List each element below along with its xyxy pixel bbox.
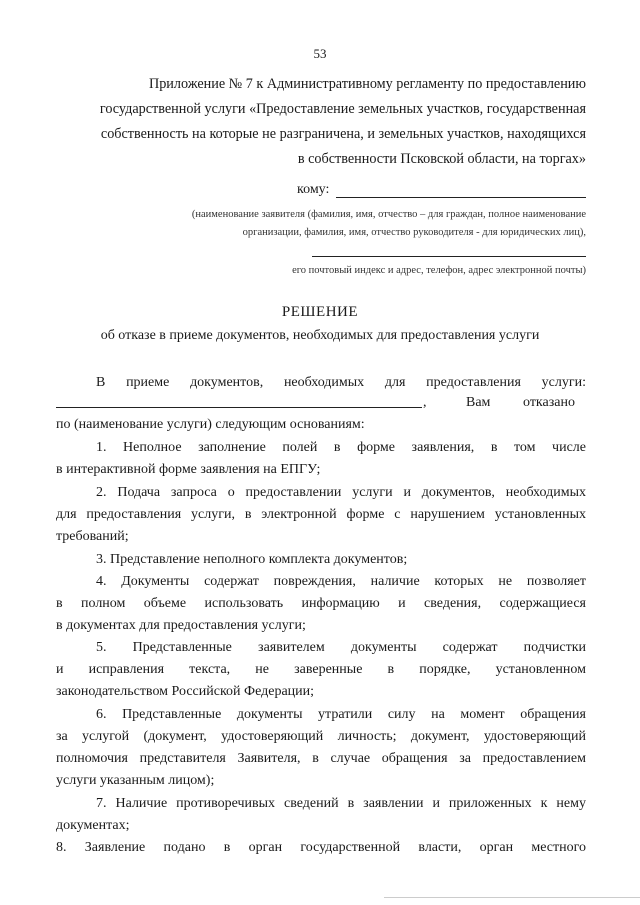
recipient-note: его почтовый индекс и адрес, телефон, адрес электронной почты) xyxy=(292,265,586,276)
list-item: 7. Наличие противоречивых сведений в заявлении и приложенных к нему xyxy=(96,796,586,811)
list-item: 1. Неполное заполнение полей в форме заявления, в том числе xyxy=(96,440,586,455)
list-item: 3. Представление неполного комплекта документов; xyxy=(96,552,408,567)
list-item: требований; xyxy=(56,529,129,544)
intro-line: В приеме документов, необходимых для предоставления услуги: xyxy=(96,375,586,390)
appendix-header xyxy=(56,72,586,172)
recipient-field-line xyxy=(312,256,586,257)
page-number: 53 xyxy=(313,46,327,61)
recipient-note: (наименование заявителя (фамилия, имя, отчество – для граждан, полное наименование xyxy=(191,209,586,220)
intro-line: по (наименование услуги) следующим основаниям: xyxy=(56,417,365,432)
list-item: документах; xyxy=(56,818,130,833)
recipient-field-line xyxy=(336,197,586,198)
document-subtitle: об отказе в приеме документов, необходимых для предоставления услуги xyxy=(100,328,540,343)
appendix-line: государственной услуги «Предоставление земельных участков, государственная xyxy=(99,101,586,117)
appendix-line: в собственности Псковской области, на торгах» xyxy=(297,151,586,167)
service-name-line xyxy=(56,407,422,408)
list-item: 5. Представленные заявителем документы содержат подчистки xyxy=(96,640,586,655)
list-item: в интерактивной форме заявления на ЕПГУ; xyxy=(56,462,321,477)
list-item: 2. Подача запроса о предоставлении услуги и документов, необходимых xyxy=(96,485,586,500)
list-item: услуги указанным лицом); xyxy=(56,773,215,788)
list-item: для предоставления услуги, в электронной форме с нарушением установленных xyxy=(56,507,586,522)
list-item: полномочия представителя Заявителя, в случае обращения за предоставлением xyxy=(56,751,586,766)
intro-otkazano: отказано xyxy=(523,395,575,410)
appendix-line: Приложение № 7 к Административному регламенту по предоставлению xyxy=(148,76,586,92)
list-item: 4. Документы содержат повреждения, наличие которых не позволяет xyxy=(96,574,586,589)
document-title: РЕШЕНИЕ xyxy=(281,304,359,320)
recipient-note: организации, фамилия, имя, отчество руководителя - для юридических лиц), xyxy=(242,227,586,238)
list-item: законодательством Российской Федерации; xyxy=(56,684,315,699)
list-item: 6. Представленные документы утратили силу на момент обращения xyxy=(96,707,586,722)
list-item: в полном объеме использовать информацию и сведения, содержащиеся xyxy=(56,596,586,611)
intro-comma: , xyxy=(423,395,427,410)
recipient-label: кому: xyxy=(297,182,330,197)
intro-vam: Вам xyxy=(466,395,491,410)
list-item: в документах для предоставления услуги; xyxy=(56,618,306,633)
list-item: за услугой (документ, удостоверяющий личность; документ, удостоверяющий xyxy=(56,729,586,744)
scan-edge-line xyxy=(384,897,640,898)
list-item: 8. Заявление подано в орган государственной власти, орган местного xyxy=(56,840,586,855)
list-item: и исправления текста, не заверенные в порядке, установленном xyxy=(56,662,586,677)
appendix-line: собственность на которые не разграничена, и земельных участков, находящихся xyxy=(100,126,586,142)
